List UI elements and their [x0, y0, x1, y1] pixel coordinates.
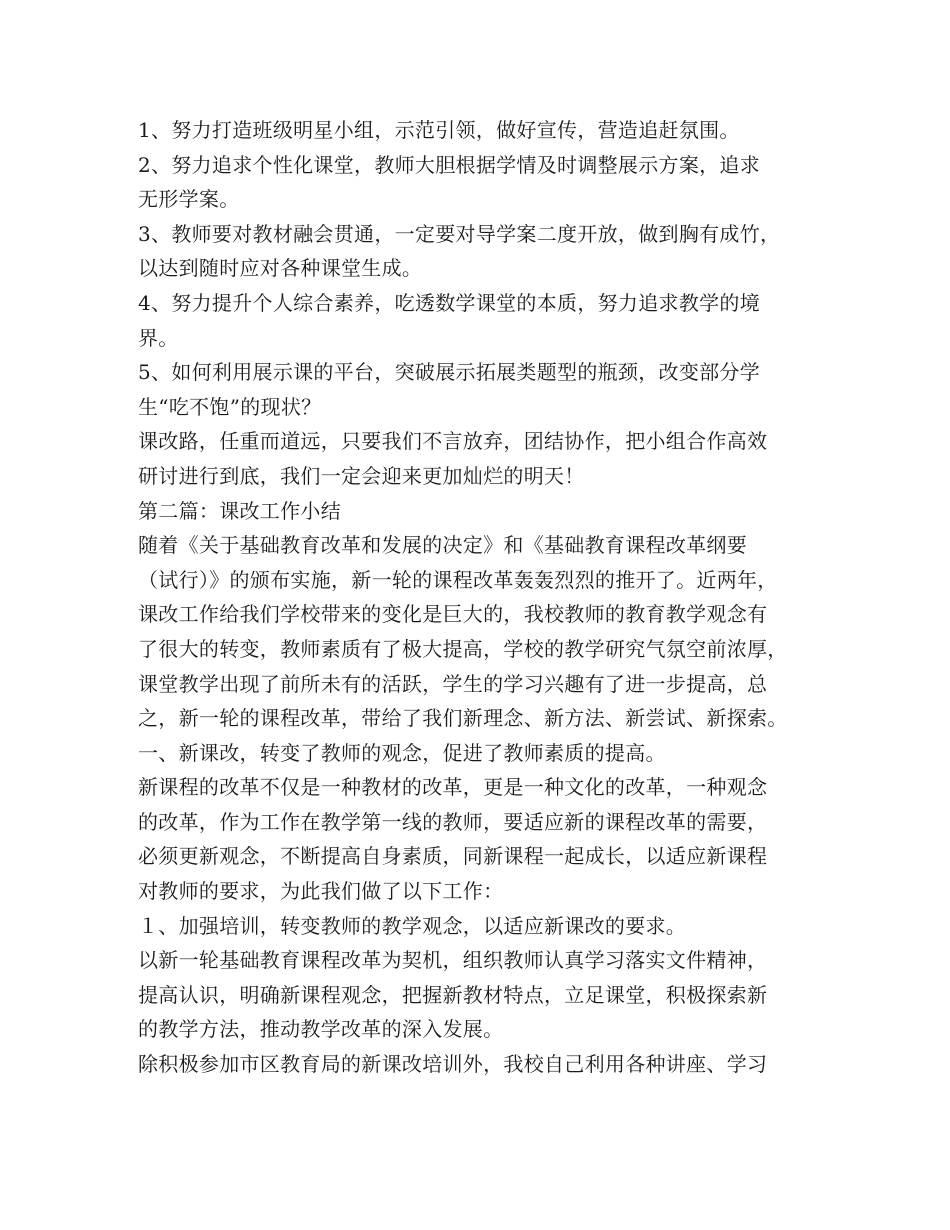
text-line: 提高认识，明确新课程观念，把握新教材特点，立足课堂，积极探索新 — [138, 982, 768, 1007]
section-heading: 第二篇：课改工作小结 — [138, 498, 341, 523]
text-line: 了很大的转变，教师素质有了极大提高，学校的教学研究气氛空前浓厚， — [138, 636, 788, 661]
text-line: 1、努力打造班级明星小组，示范引领，做好宣传，营造追赶氛围。 — [138, 118, 740, 142]
text-line: 课堂教学出现了前所未有的活跃，学生的学习兴趣有了进一步提高，总 — [138, 671, 768, 696]
text-line: 生“吃不饱”的现状？ — [138, 394, 322, 419]
text-line: 3、教师要对教材融会贯通，一定要对导学案二度开放，做到胸有成竹， — [138, 221, 781, 246]
text-line: 2、努力追求个性化课堂，教师大胆根据学情及时调整展示方案，追求 — [138, 152, 761, 177]
text-line: （试行）》的颁布实施，新一轮的课程改革轰轰烈烈的推开了。近两年， — [138, 567, 778, 592]
text-line: 新课程的改革不仅是一种教材的改革，更是一种文化的改革，一种观念 — [138, 775, 768, 800]
list-item-heading: １、加强培训，转变教师的教学观念，以适应新课改的要求。 — [138, 913, 687, 938]
text-line: 除积极参加市区教育局的新课改培训外，我校自己利用各种讲座、学习 — [138, 1052, 768, 1077]
subsection-heading: 一、新课改，转变了教师的观念，促进了教师素质的提高。 — [138, 740, 666, 765]
text-line: 之，新一轮的课程改革，带给了我们新理念、新方法、新尝试、新探索。 — [138, 706, 788, 731]
text-line: 以新一轮基础教育课程改革为契机，组织教师认真学习落实文件精神， — [138, 948, 768, 973]
text-line: 的改革，作为工作在教学第一线的教师，要适应新的课程改革的需要， — [138, 809, 768, 834]
text-line: 必须更新观念，不断提高自身素质，同新课程一起成长，以适应新课程 — [138, 844, 768, 869]
text-line: 课改路，任重而道远，只要我们不言放弃，团结协作，把小组合作高效 — [138, 429, 768, 454]
text-line: 的教学方法，推动教学改革的深入发展。 — [138, 1017, 504, 1042]
text-line: 界。 — [138, 325, 179, 350]
text-line: 4、努力提升个人综合素养，吃透数学课堂的本质，努力追求教学的境 — [138, 290, 761, 315]
text-line: 研讨进行到底，我们一定会迎来更加灿烂的明天！ — [138, 463, 585, 488]
text-line: 以达到随时应对各种课堂生成。 — [138, 256, 423, 281]
text-line: 5、如何利用展示课的平台，突破展示拓展类题型的瓶颈，改变部分学 — [138, 360, 761, 385]
document-body — [138, 113, 828, 1082]
text-line: 随着《关于基础教育改革和发展的决定》和《基础教育课程改革纲要 — [138, 533, 747, 558]
text-line: 对教师的要求，为此我们做了以下工作： — [138, 879, 504, 904]
text-line: 课改工作给我们学校带来的变化是巨大的，我校教师的教育教学观念有 — [138, 602, 768, 627]
text-line: 无形学案。 — [138, 187, 240, 212]
